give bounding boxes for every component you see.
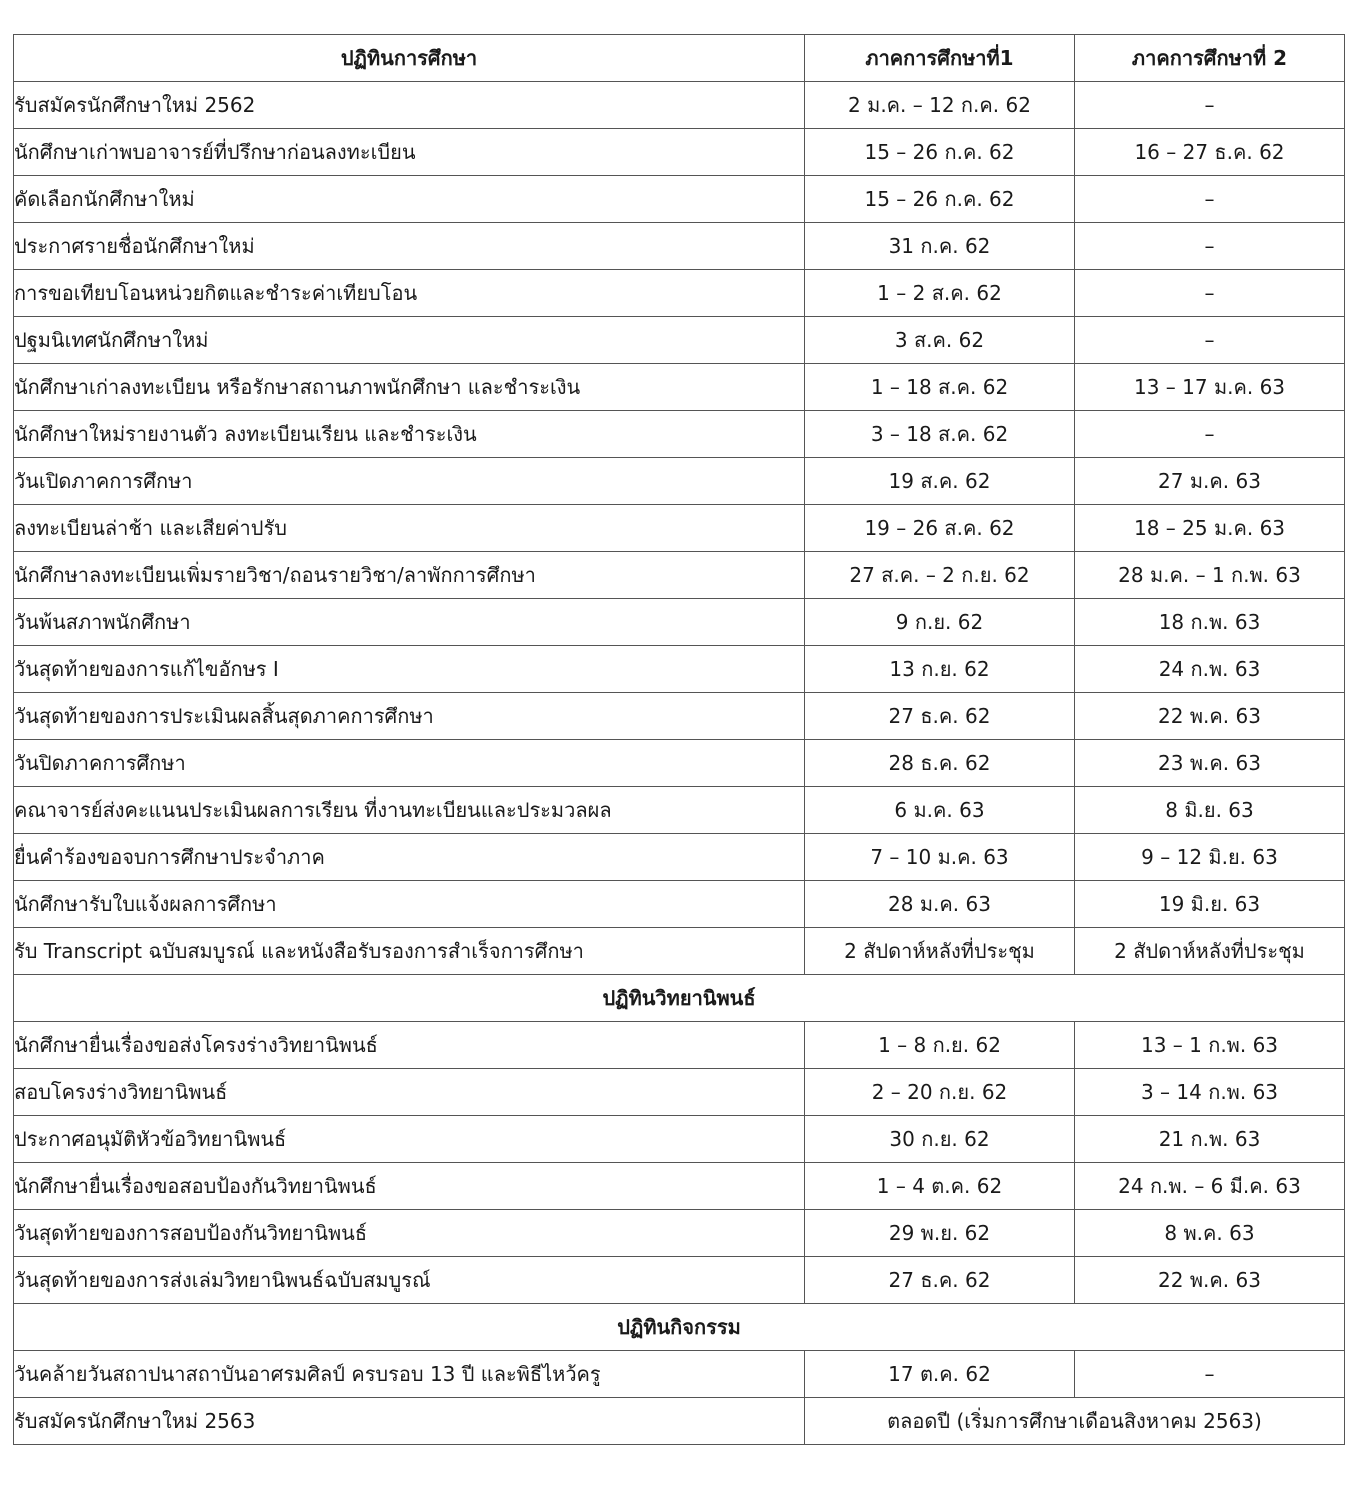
semester-2-cell: 8 มิ.ย. 63 xyxy=(1075,787,1345,834)
section-title-activities: ปฏิทินกิจกรรม xyxy=(14,1304,1345,1351)
semester-1-cell: 29 พ.ย. 62 xyxy=(805,1210,1075,1257)
activity-cell: ปฐมนิเทศนักศึกษาใหม่ xyxy=(14,317,805,364)
table-row xyxy=(14,82,1345,129)
semester-1-cell: 2 – 20 ก.ย. 62 xyxy=(805,1069,1075,1116)
table-row xyxy=(14,1116,1345,1163)
semester-2-cell: 22 พ.ค. 63 xyxy=(1075,1257,1345,1304)
activity-cell: นักศึกษารับใบแจ้งผลการศึกษา xyxy=(14,881,805,928)
table-row xyxy=(14,740,1345,787)
table-row xyxy=(14,928,1345,975)
section-title-thesis: ปฏิทินวิทยานิพนธ์ xyxy=(14,975,1345,1022)
header-activity: ปฏิทินการศึกษา xyxy=(14,35,805,82)
table-row xyxy=(14,693,1345,740)
activity-cell: ประกาศรายชื่อนักศึกษาใหม่ xyxy=(14,223,805,270)
semester-1-cell: 1 – 4 ต.ค. 62 xyxy=(805,1163,1075,1210)
header-semester-1: ภาคการศึกษาที่1 xyxy=(805,35,1075,82)
semester-2-cell: 23 พ.ค. 63 xyxy=(1075,740,1345,787)
activity-cell: นักศึกษายื่นเรื่องขอส่งโครงร่างวิทยานิพนธ์ xyxy=(14,1022,805,1069)
semester-1-cell: 27 ธ.ค. 62 xyxy=(805,693,1075,740)
table-row xyxy=(14,129,1345,176)
table-row xyxy=(14,552,1345,599)
table-row xyxy=(14,1210,1345,1257)
semester-1-cell: 1 – 8 ก.ย. 62 xyxy=(805,1022,1075,1069)
table-row xyxy=(14,834,1345,881)
table-row xyxy=(14,1022,1345,1069)
table-header-row xyxy=(14,35,1345,82)
semester-2-cell: – xyxy=(1075,223,1345,270)
activity-cell: วันสุดท้ายของการสอบป้องกันวิทยานิพนธ์ xyxy=(14,1210,805,1257)
semester-1-cell: 3 ส.ค. 62 xyxy=(805,317,1075,364)
activity-cell: นักศึกษาเก่าลงทะเบียน หรือรักษาสถานภาพนักศึกษา และชำระเงิน xyxy=(14,364,805,411)
activity-cell: นักศึกษาลงทะเบียนเพิ่มรายวิชา/ถอนรายวิชา/ลาพักการศึกษา xyxy=(14,552,805,599)
both-semesters-cell: ตลอดปี (เริ่มการศึกษาเดือนสิงหาคม 2563) xyxy=(805,1398,1345,1445)
semester-2-cell: 22 พ.ค. 63 xyxy=(1075,693,1345,740)
section-row-activities xyxy=(14,1304,1345,1351)
table-row xyxy=(14,1163,1345,1210)
semester-1-cell: 13 ก.ย. 62 xyxy=(805,646,1075,693)
activity-cell: รับ Transcript ฉบับสมบูรณ์ และหนังสือรับรองการสำเร็จการศึกษา xyxy=(14,928,805,975)
table-row xyxy=(14,1069,1345,1116)
semester-1-cell: 27 ธ.ค. 62 xyxy=(805,1257,1075,1304)
activity-cell: วันพ้นสภาพนักศึกษา xyxy=(14,599,805,646)
semester-2-cell: 24 ก.พ. 63 xyxy=(1075,646,1345,693)
semester-1-cell: 1 – 18 ส.ค. 62 xyxy=(805,364,1075,411)
semester-1-cell: 31 ก.ค. 62 xyxy=(805,223,1075,270)
table-row xyxy=(14,458,1345,505)
semester-2-cell: – xyxy=(1075,411,1345,458)
semester-1-cell: 1 – 2 ส.ค. 62 xyxy=(805,270,1075,317)
activity-cell: ยื่นคำร้องขอจบการศึกษาประจำภาค xyxy=(14,834,805,881)
activity-cell: วันสุดท้ายของการส่งเล่มวิทยานิพนธ์ฉบับสมบูรณ์ xyxy=(14,1257,805,1304)
header-semester-2: ภาคการศึกษาที่ 2 xyxy=(1075,35,1345,82)
semester-1-cell: 17 ต.ค. 62 xyxy=(805,1351,1075,1398)
table-row xyxy=(14,270,1345,317)
semester-1-cell: 15 – 26 ก.ค. 62 xyxy=(805,176,1075,223)
activity-cell: นักศึกษาเก่าพบอาจารย์ที่ปรึกษาก่อนลงทะเบียน xyxy=(14,129,805,176)
table-row xyxy=(14,599,1345,646)
activity-cell: วันปิดภาคการศึกษา xyxy=(14,740,805,787)
activity-cell: คณาจารย์ส่งคะแนนประเมินผลการเรียน ที่งานทะเบียนและประมวลผล xyxy=(14,787,805,834)
semester-2-cell: 13 – 1 ก.พ. 63 xyxy=(1075,1022,1345,1069)
semester-1-cell: 15 – 26 ก.ค. 62 xyxy=(805,129,1075,176)
semester-2-cell: 8 พ.ค. 63 xyxy=(1075,1210,1345,1257)
activity-cell: วันสุดท้ายของการแก้ไขอักษร I xyxy=(14,646,805,693)
semester-1-cell: 9 ก.ย. 62 xyxy=(805,599,1075,646)
semester-2-cell: 16 – 27 ธ.ค. 62 xyxy=(1075,129,1345,176)
semester-2-cell: 28 ม.ค. – 1 ก.พ. 63 xyxy=(1075,552,1345,599)
semester-1-cell: 2 สัปดาห์หลังที่ประชุม xyxy=(805,928,1075,975)
table-row xyxy=(14,317,1345,364)
semester-1-cell: 2 ม.ค. – 12 ก.ค. 62 xyxy=(805,82,1075,129)
table-row xyxy=(14,1398,1345,1445)
table-row xyxy=(14,1257,1345,1304)
activity-cell: สอบโครงร่างวิทยานิพนธ์ xyxy=(14,1069,805,1116)
semester-1-cell: 30 ก.ย. 62 xyxy=(805,1116,1075,1163)
activity-cell: รับสมัครนักศึกษาใหม่ 2563 xyxy=(14,1398,805,1445)
semester-1-cell: 6 ม.ค. 63 xyxy=(805,787,1075,834)
semester-2-cell: 24 ก.พ. – 6 มี.ค. 63 xyxy=(1075,1163,1345,1210)
table-row xyxy=(14,176,1345,223)
semester-2-cell: 13 – 17 ม.ค. 63 xyxy=(1075,364,1345,411)
table-row xyxy=(14,787,1345,834)
activity-cell: วันเปิดภาคการศึกษา xyxy=(14,458,805,505)
section-row-thesis xyxy=(14,975,1345,1022)
activity-cell: ลงทะเบียนล่าช้า และเสียค่าปรับ xyxy=(14,505,805,552)
semester-1-cell: 19 – 26 ส.ค. 62 xyxy=(805,505,1075,552)
table-row xyxy=(14,505,1345,552)
semester-2-cell: 3 – 14 ก.พ. 63 xyxy=(1075,1069,1345,1116)
table-row xyxy=(14,223,1345,270)
semester-2-cell: – xyxy=(1075,82,1345,129)
semester-1-cell: 27 ส.ค. – 2 ก.ย. 62 xyxy=(805,552,1075,599)
semester-2-cell: – xyxy=(1075,317,1345,364)
activity-cell: การขอเทียบโอนหน่วยกิตและชำระค่าเทียบโอน xyxy=(14,270,805,317)
semester-2-cell: 19 มิ.ย. 63 xyxy=(1075,881,1345,928)
semester-2-cell: – xyxy=(1075,1351,1345,1398)
activity-cell: วันคล้ายวันสถาปนาสถาบันอาศรมศิลป์ ครบรอบ 13 ปี และพิธีไหว้ครู xyxy=(14,1351,805,1398)
semester-2-cell: 18 ก.พ. 63 xyxy=(1075,599,1345,646)
semester-2-cell: – xyxy=(1075,270,1345,317)
table-row xyxy=(14,1351,1345,1398)
semester-1-cell: 3 – 18 ส.ค. 62 xyxy=(805,411,1075,458)
activity-cell: วันสุดท้ายของการประเมินผลสิ้นสุดภาคการศึกษา xyxy=(14,693,805,740)
semester-2-cell: 2 สัปดาห์หลังที่ประชุม xyxy=(1075,928,1345,975)
activity-cell: คัดเลือกนักศึกษาใหม่ xyxy=(14,176,805,223)
semester-2-cell: 27 ม.ค. 63 xyxy=(1075,458,1345,505)
semester-1-cell: 7 – 10 ม.ค. 63 xyxy=(805,834,1075,881)
activity-cell: ประกาศอนุมัติหัวข้อวิทยานิพนธ์ xyxy=(14,1116,805,1163)
table-row xyxy=(14,646,1345,693)
table-row xyxy=(14,411,1345,458)
semester-1-cell: 28 ม.ค. 63 xyxy=(805,881,1075,928)
semester-2-cell: – xyxy=(1075,176,1345,223)
semester-1-cell: 28 ธ.ค. 62 xyxy=(805,740,1075,787)
semester-1-cell: 19 ส.ค. 62 xyxy=(805,458,1075,505)
table-row xyxy=(14,881,1345,928)
activity-cell: นักศึกษายื่นเรื่องขอสอบป้องกันวิทยานิพนธ์ xyxy=(14,1163,805,1210)
semester-2-cell: 21 ก.พ. 63 xyxy=(1075,1116,1345,1163)
semester-2-cell: 9 – 12 มิ.ย. 63 xyxy=(1075,834,1345,881)
semester-2-cell: 18 – 25 ม.ค. 63 xyxy=(1075,505,1345,552)
table-row xyxy=(14,364,1345,411)
activity-cell: นักศึกษาใหม่รายงานตัว ลงทะเบียนเรียน และชำระเงิน xyxy=(14,411,805,458)
activity-cell: รับสมัครนักศึกษาใหม่ 2562 xyxy=(14,82,805,129)
academic-calendar-table xyxy=(13,34,1345,1445)
